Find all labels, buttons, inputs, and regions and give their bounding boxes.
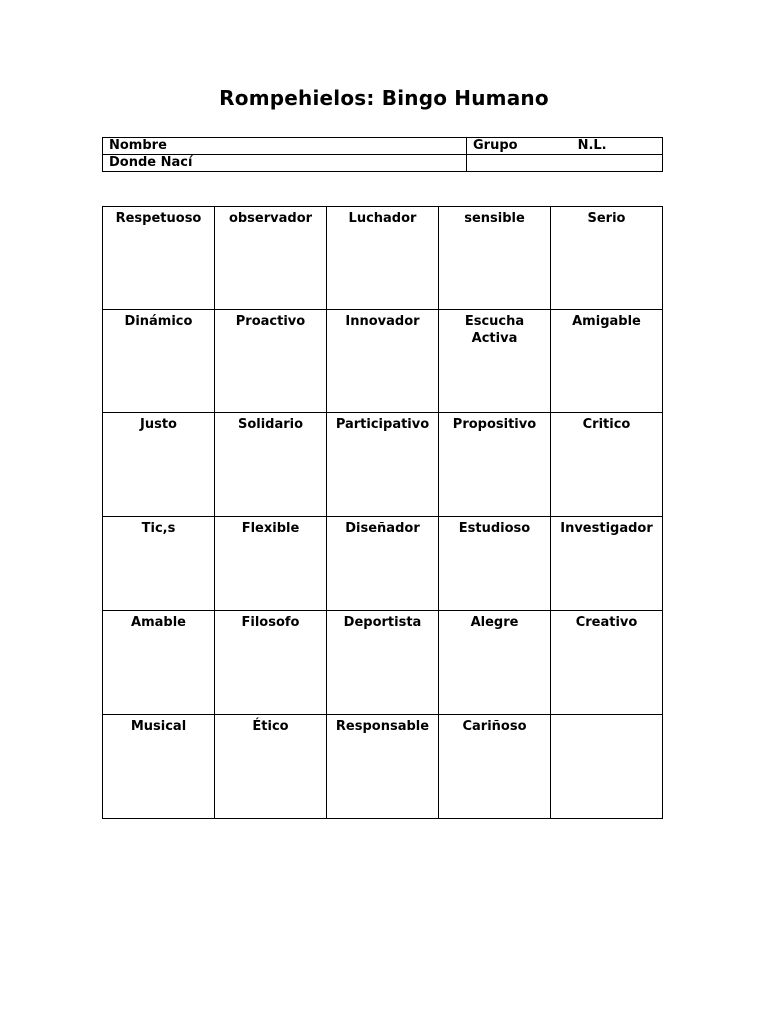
birthplace-extra-field[interactable]	[467, 155, 663, 172]
bingo-row	[103, 207, 663, 310]
bingo-cell[interactable]: Alegre	[439, 611, 551, 715]
bingo-row	[103, 611, 663, 715]
bingo-cell[interactable]: Ético	[215, 715, 327, 819]
group-label: Grupo	[473, 138, 518, 153]
bingo-cell[interactable]: Investigador	[551, 517, 663, 611]
bingo-cell[interactable]: Flexible	[215, 517, 327, 611]
bingo-cell[interactable]: sensible	[439, 207, 551, 310]
bingo-cell[interactable]: observador	[215, 207, 327, 310]
bingo-cell[interactable]: Innovador	[327, 310, 439, 413]
bingo-cell[interactable]: Respetuoso	[103, 207, 215, 310]
bingo-cell[interactable]: Estudioso	[439, 517, 551, 611]
bingo-cell[interactable]: Participativo	[327, 413, 439, 517]
bingo-cell[interactable]: Solidario	[215, 413, 327, 517]
bingo-cell[interactable]: Escucha Activa	[439, 310, 551, 413]
birthplace-label: Donde Nací	[109, 155, 193, 170]
bingo-row	[103, 517, 663, 611]
info-row-name	[103, 138, 663, 155]
name-field[interactable]	[103, 138, 467, 155]
bingo-cell[interactable]: Critico	[551, 413, 663, 517]
nl-label: N.L.	[577, 138, 607, 153]
group-field[interactable]	[467, 138, 663, 155]
bingo-cell[interactable]: Musical	[103, 715, 215, 819]
bingo-cell[interactable]: Justo	[103, 413, 215, 517]
bingo-cell[interactable]: Amable	[103, 611, 215, 715]
bingo-cell[interactable]: Serio	[551, 207, 663, 310]
bingo-row	[103, 715, 663, 819]
bingo-row	[103, 413, 663, 517]
bingo-grid	[102, 206, 663, 819]
page-title: Rompehielos: Bingo Humano	[219, 86, 549, 110]
bingo-cell[interactable]: Creativo	[551, 611, 663, 715]
bingo-cell[interactable]: Cariñoso	[439, 715, 551, 819]
bingo-cell[interactable]: Diseñador	[327, 517, 439, 611]
bingo-cell[interactable]	[551, 715, 663, 819]
bingo-cell[interactable]: Dinámico	[103, 310, 215, 413]
student-info-table	[102, 137, 663, 172]
bingo-cell[interactable]: Filosofo	[215, 611, 327, 715]
bingo-cell[interactable]: Responsable	[327, 715, 439, 819]
birthplace-field[interactable]	[103, 155, 467, 172]
bingo-cell[interactable]: Amigable	[551, 310, 663, 413]
bingo-cell[interactable]: Luchador	[327, 207, 439, 310]
name-label: Nombre	[109, 138, 167, 153]
bingo-cell[interactable]: Proactivo	[215, 310, 327, 413]
info-row-birthplace	[103, 155, 663, 172]
bingo-row	[103, 310, 663, 413]
bingo-cell[interactable]: Propositivo	[439, 413, 551, 517]
bingo-cell[interactable]: Deportista	[327, 611, 439, 715]
bingo-cell[interactable]: Tic,s	[103, 517, 215, 611]
